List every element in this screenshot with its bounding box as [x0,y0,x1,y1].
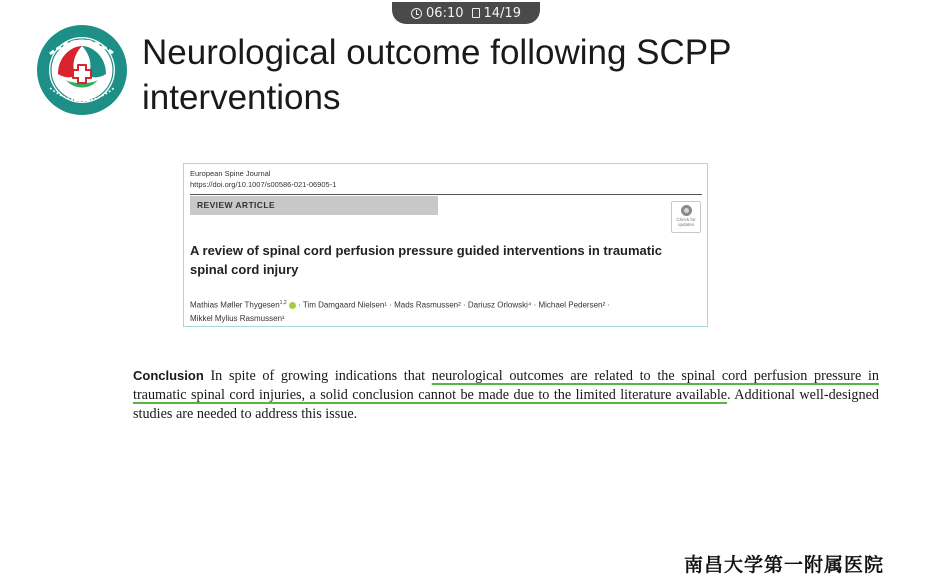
conclusion-label: Conclusion [133,368,204,383]
last-author: Mikkel Mylius Rasmussen¹ [190,313,285,323]
first-author: Mathias Møller Thygesen [190,300,280,310]
check-updates-label: Check for updates [676,217,696,227]
slide-counter: 14/19 [483,5,521,21]
journal-name: European Spine Journal [190,169,271,178]
slide-title: Neurological outcome following SCPP interventions [142,33,731,117]
clock-icon [411,8,422,19]
first-author-affiliation: 1,2 [279,300,287,306]
article-type-bar: REVIEW ARTICLE [190,196,438,215]
header-rule [190,194,702,195]
conclusion-text-before: In spite of growing indications that [210,368,426,384]
hospital-name-calligraphy: 南昌大学第一附属医院 [684,554,885,576]
slide-status-bar [392,2,540,24]
article-authors [190,297,705,325]
elapsed-time: 06:10 [426,5,464,21]
article-snapshot [183,163,708,327]
hospital-logo-icon [36,24,128,116]
article-title: A review of spinal cord perfusion pressure guided interventions in traumatic spinal cord injury [190,243,662,277]
orcid-icon [289,302,296,309]
slide-icon [472,8,480,18]
article-doi: https://doi.org/10.1007/s00586-021-06905-1 [190,180,337,189]
conclusion-text-after: . Additional well-designed studies are needed to address this issue. [133,387,880,422]
conclusion-highlighted-text: neurological outcomes are related to the spinal cord perfusion pressure in traumatic spinal cord injuries, a solid conclusion cannot be made due to the limited literature available [133,368,879,403]
other-authors: · Tim Damgaard Nielsen¹ · Mads Rasmussen² · Dariusz Orlowski⁴ · Michael Pedersen² · [295,300,611,310]
check-updates-icon [681,205,692,216]
check-for-updates-badge [671,201,701,233]
conclusion-paragraph [133,366,879,424]
